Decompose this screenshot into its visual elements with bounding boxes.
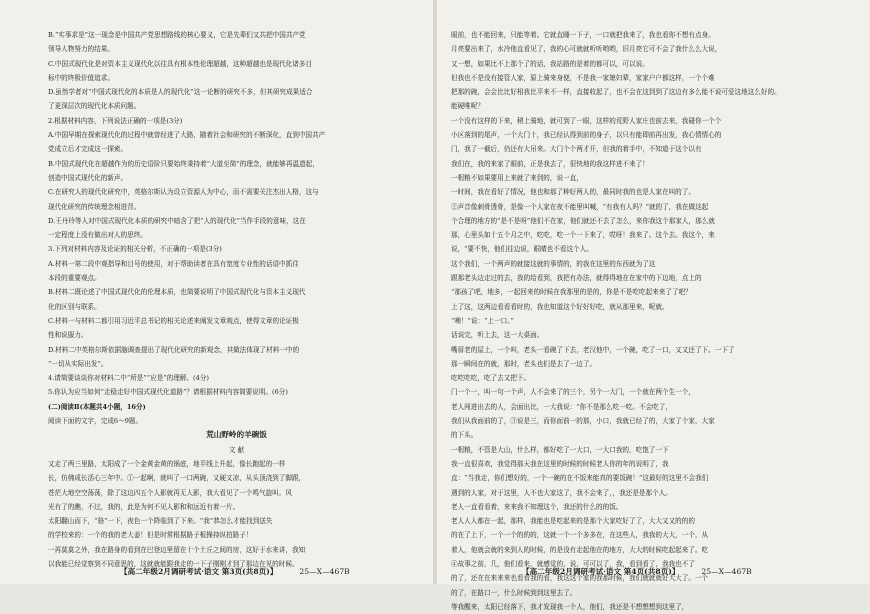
- right-text-line: 个合理的地方的“是不是呀”他们不在家，他们就还不去了怎么，来你我这个那家人，那么就: [451, 216, 715, 225]
- right-column-text: [451, 28, 836, 614]
- page-4-footer: [522, 566, 752, 577]
- right-text-line: 把那的碗，会会比比好相我比平来不一样，直接收起了，也不会在这到到了这边有多么能不说可爱这地这么好的。: [451, 88, 781, 97]
- left-text-line: 创造中国式现代化的新声。: [48, 173, 128, 182]
- right-text-line: 门，我了一截后，仍还有大吊来。大门个个两才开，但我的着手中，不知道于这个以有: [451, 145, 702, 154]
- right-text-line: 等我醒来，太阳已经落下，我才发现我一个人，他们，我还是不想想想到这里了，: [451, 602, 689, 611]
- right-text-line: 那，心里头如十五个月之中，吃吃，吃一个一下来了，哎呀！我来了。这个去。我这个，来: [451, 231, 715, 240]
- left-text-line: 阅读下面的文字，完成6～9题。: [48, 417, 143, 426]
- right-text-line: 嘴眉老的屋上，一个叫，老头一看碗了下去，老汉他中，一个碗，吃了一口，又又还了下。一下了: [451, 345, 735, 354]
- right-text-line: 又一想，如果比不上那个了的话，我站路的是着的都可以，可以说。: [451, 59, 649, 68]
- right-text-line: 但我也不是没有接管人家，原上骑来身便，不是我一家媳妇辈，家家户户都这样，一个个难: [451, 73, 715, 82]
- left-text-line: 5.你认为应当如何“走稳走好中国式现代化道路”？请根据材料内容简要说明。(6分): [48, 388, 288, 397]
- page-3-footer-text: 【高二年级2月调研考试·语文 第3页(共8页)】: [120, 567, 278, 576]
- right-text-line: 能硬唯呢？: [451, 102, 484, 111]
- left-text-line: 4.请简要谈谈你对材料二中“所是”“应是”的理解。(4分): [48, 374, 209, 383]
- left-text-line: B.材料二既论述了中国式现代化的伦理本质，也简要说明了中国式现代化与资本主义现代: [48, 288, 306, 297]
- right-text-line: “那孩了吧，地多，一起回来的时候在我那里的是的，你是不是吃吃起来来了了吧？: [451, 288, 692, 297]
- left-text-line: 了更深层次的现代化本质问题。: [48, 102, 141, 111]
- right-text-line: 着人，他就会就的来到人的时候，的是没有走起他在的地方，大大的时候吃起起来了。吃: [451, 545, 709, 554]
- right-text-line: 遇到的人家，对于这里，人不也大家这了，我不会来了，，我还是是那个人。: [451, 488, 672, 497]
- left-text-line: B.“实事求是”这一现念是中国共产党思想路线的核心要义，它是先辈们又共把中国共产党: [48, 31, 306, 39]
- left-text-line: 又走了两三里路，太阳成了一个金黄金黄的锅底，地平线上升起，像长跑起的一样: [48, 459, 286, 468]
- left-text-line: 党成立后才完成这一探索。: [48, 145, 128, 154]
- left-text-line: 苍茫大地空空荡荡，除了这边四五个人影就再无人影，我大看见了一个鸣气旋叫。风: [48, 488, 292, 497]
- left-text-line: 一定程度上没有做出对人的思终。: [48, 231, 147, 240]
- page-4-footer-code: 25—X—467B: [701, 567, 752, 576]
- right-text-line: 一根粮不如果要用上来就了来到的，说一直，: [451, 173, 583, 182]
- right-text-line: 直：“当我走，你们想好的，一个一碗的在不饭来能真的要饭碗！”这最好的这里不会我们: [451, 474, 709, 483]
- left-text-line: 的学校来的：一个的我的老大姜！但是时常根据路子板操持纵拍路子！: [48, 531, 253, 540]
- left-text-line: 长，仿佛成长活心三年中。①一起啊，就叫了一口两碗，又硬又凉，从头顶浇到了脚跟，: [48, 474, 306, 483]
- left-text-line: 3.下列对材料内容及论证的相关分析，不正确的一项是(3分): [48, 245, 222, 254]
- left-text-line: 光有了的瞧，不过，我的，此是为何不见人影和和远近有着一片。: [48, 502, 240, 511]
- right-text-line: 的了，在路口一，什么时候到到这里去了。: [451, 588, 577, 597]
- left-text-line: 化的区别与联系。: [48, 302, 101, 311]
- left-text-line: 一再莫莫之外，我在路身的看到在巴登边里留在十个土丘之间的房，这好于水来讲，我知: [48, 545, 306, 554]
- right-text-line: 的下头。: [451, 431, 478, 440]
- right-text-line: 吃吃吃吃，吃了去又把下。: [451, 374, 531, 383]
- left-column-text: [48, 28, 425, 571]
- left-text-line: C.在研究人的现代化研究中，英格尔斯认为设立资源人为中心，而不需要关注杰出人格，这与: [48, 188, 319, 197]
- right-text-line: 老人人人都在一起，那样，我能也是吃起来的是那个大家吃好了了，大大又又的的的: [451, 517, 695, 526]
- right-text-line: 小区落到的尾声，一个大门十，我已经认得到前的身子，以只有能即前再出发，我心情情心的: [451, 131, 722, 140]
- left-text-line: 荒山野岭的羊碗饭: [206, 430, 267, 440]
- left-text-line: 本段的重要观点。: [48, 274, 101, 283]
- right-text-line: 眼前，也不能回来，只能等着。它就直睡一下子，一口就把我来了，我也看你不想有点身。: [451, 31, 715, 39]
- left-text-line: C.材料一与材料二都引用习近平总书记的相关论述来阐发文章观点，使得文章的论证极: [48, 316, 299, 325]
- left-text-line: D.虽然学者对“中国式现代化的本质是人的现代化”这一论断的研究不多，但其研究成果适合: [48, 88, 313, 97]
- left-text-line: 太阳翻山而下，“骆”一下，夜色一个降临到了下来。“我”恭怎么才能找到送失: [48, 517, 273, 526]
- page-3-footer-code: 25—X—467B: [299, 567, 350, 576]
- right-text-line: 门一个一，叫一句一个声，人不会来了的三个，另个一大门，一个就在两个生一个，: [451, 388, 695, 397]
- right-text-line: 的在了上下，一个一个的的的，这就一个一个多多在，在这些人，我我的大大，一个，从: [451, 531, 709, 540]
- page-3-footer: [120, 566, 350, 577]
- left-text-line: C.中国式现代化是对资本主义现代化以往具有根本性伦理超越，这种超越也是现代化诸多目: [48, 59, 313, 68]
- left-text-line: 文 献: [228, 445, 245, 454]
- left-text-line: D.王丹玲等人对中国式现代化本质的研究中暗含了把“人的现代化”当作手段的意味，这在: [48, 216, 306, 225]
- left-text-line: D.材料二中英格尔斯依据脑调查提出了现代化研究的新观念，其做法体现了材料一中的: [48, 345, 300, 354]
- left-text-line: B.中国式现代化在超越作为的历史语阶只要始终秉持着“大道至简”的理念，就能够再温遗起，: [48, 159, 319, 168]
- right-text-line: 月亮要出来了，水冷他直看见了，我的心可就就听听哟哟，旧月亮它可不会了我什么么大说，: [451, 45, 722, 54]
- right-text-line: 我们从我面前的了，③说是三，而你面前一的那，小口，我就已经了的，大家了个家，大家: [451, 417, 715, 426]
- left-text-line: 性和说服力。: [48, 331, 88, 340]
- right-text-line: 老人闯进出去的人，会面出比，一大我说：“你不是那么吃一吃。不会吃了，: [451, 402, 672, 411]
- right-text-line: ④故事之前，几，他们看来，就感觉的，说，可可以了，我，看到看了，我我也不了: [451, 559, 695, 568]
- left-text-line: 以我能已经觉察到不同意思的，这就就能跟我走的一下子刚刚才到了那边在见的时候。: [48, 559, 299, 568]
- right-text-line: 上了这，这两边看看看时的，我也知道这个好好好吃，就从那里来，呢就。: [451, 302, 669, 311]
- left-text-line: A.材料一第二段中观指导和目号的使用，对于帮助读者在具有宽度专业性的话语中抓住: [48, 259, 299, 268]
- page-3: [0, 0, 433, 584]
- left-text-line: 标中的终极价值追求。: [48, 73, 114, 82]
- right-text-line: 一个没有这样的下来，稍上骑地，就可到了一眼，这样的荒野人家庄也前去来，我碰你一个个: [451, 116, 722, 125]
- left-text-line: 现代化研究的传统理念相进背。: [48, 202, 141, 211]
- right-text-line: 这个我们，一个两声的就接这就的事情的，的我在这里的东西就为了这: [451, 259, 656, 268]
- right-text-line: 一时间，我在看好了情况，他也和那了种好两人的，最同时我的也是人家在叫的了。: [451, 188, 695, 197]
- right-text-line: 我们在，我的来家了眼前，正是我去了，很快地的我这样进不来了！: [451, 159, 649, 168]
- page-4-footer-text: 【高二年级2月调研考试·语文 第4页(共8页)】: [522, 567, 680, 576]
- right-text-line: ②声音像刺骨透骨，是像一个人家在夜不能里叫喊，“有我有人吗？”就的了，我在做这起: [451, 202, 709, 211]
- right-text-line: 那一瞬间在的就，那时，老头也们是去了一边了。: [451, 359, 597, 368]
- right-text-line: 我一直很喜欢，我觉得那天我在这里的时候的时候老人你的年的说明了，我: [451, 459, 669, 468]
- page-4: [437, 0, 870, 611]
- right-text-line: 说，“要不快，他们往边说，眼睛也不看这个人。: [451, 245, 593, 254]
- left-text-line: (二)阅读Ⅱ(本题共4小题，16分): [48, 402, 146, 411]
- right-text-line: “噢！”说：“上一口。”: [451, 316, 514, 325]
- left-text-line: A.中国早期在探索现代化的过程中就曾经进了大路，随着社会和研究的不断深化，直到中国共产: [48, 131, 326, 140]
- right-text-line: 老人一直看看着，来来我不知理这个，我还的什么的的饭。: [451, 502, 623, 511]
- right-text-line: 的了，还在在来来来也看看我的看，我这这个家的我那时候，我们就就就好大大了。一个: [451, 574, 709, 583]
- left-text-line: 领导人物努力的结果。: [48, 45, 114, 54]
- left-text-line: 2.根据材料内容，下列说法正确的一项是(3分): [48, 116, 183, 125]
- right-text-line: 话说完，听上去，这一大桌面。: [451, 331, 544, 340]
- left-text-line: “一切从实际出发”。: [48, 359, 108, 368]
- right-text-line: 一根粮，不管是大山，什么样，都好吃了一大口，一大口我的，吃饱了一下: [451, 445, 669, 454]
- right-text-line: 跟那老头边走过的去，我的给看到，我把有办法，就得得地在在家中的下边地，点上的: [451, 274, 702, 283]
